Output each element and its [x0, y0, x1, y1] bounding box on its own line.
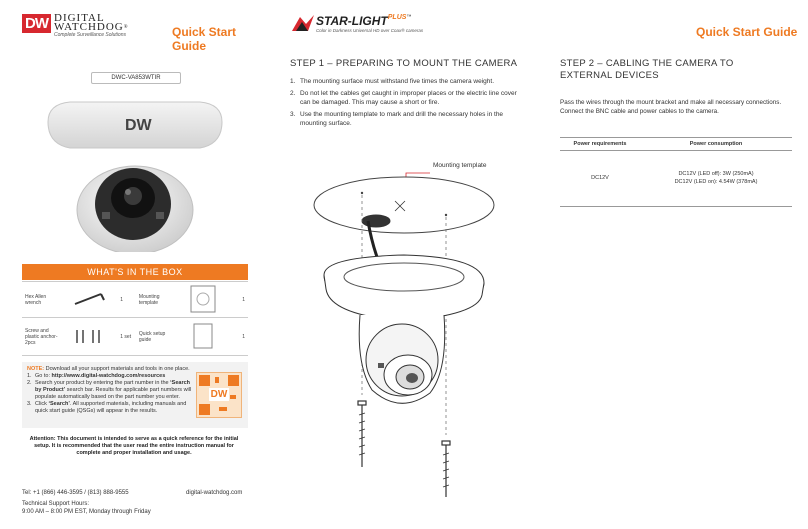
brand-name: STAR-LIGHT	[316, 14, 388, 28]
note-step-text: . All supported materials, including manuals and quick start guide (QSGs) will appear in the results.	[35, 401, 187, 414]
box-item-name: Quick setup guide	[136, 318, 175, 356]
brand-tm: ™	[406, 14, 412, 20]
mounting-template-image	[175, 282, 230, 318]
box-item-name: Hex Allen wrench	[22, 282, 61, 318]
note-step-text: Go to:	[35, 373, 52, 379]
note-step	[27, 380, 197, 401]
brand-plus: PLUS	[387, 14, 407, 21]
list-item-num: 3.	[290, 111, 296, 118]
left-panel	[0, 0, 270, 529]
whats-in-box-heading: WHAT'S IN THE BOX	[22, 264, 248, 280]
note-step-bold: ‘Search’	[48, 401, 70, 407]
power-table	[560, 137, 792, 207]
list-item-text: The mounting surface must withstand five times the camera weight.	[300, 78, 495, 85]
website-link[interactable]: digital-watchdog.com	[186, 490, 243, 496]
note-step-num: 2.	[27, 380, 32, 386]
list-item	[290, 89, 522, 107]
right-panel	[540, 0, 808, 529]
box-item-name: Mounting template	[136, 282, 175, 318]
allen-wrench-image	[61, 282, 118, 318]
dw-logo	[22, 14, 129, 38]
box-item-qty: 1	[230, 282, 248, 318]
note-step	[27, 373, 197, 380]
qr-logo: DW	[210, 389, 228, 400]
note-intro: Download all your support materials and tools in one place.	[45, 366, 190, 372]
note-step-text: Click	[35, 401, 49, 407]
screws-image	[61, 318, 118, 356]
list-item	[290, 110, 522, 128]
note-step-num: 1.	[27, 373, 32, 379]
mounting-illustration	[280, 165, 535, 515]
box-item-qty: 1	[230, 318, 248, 356]
camera-illustration	[40, 92, 230, 252]
model-label: DWC-VA853WTIR	[91, 72, 181, 84]
attention-note: Attention: This document is intended to serve as a quick reference for the initial setup. It is recommended that the user read the entire instruction manual for complete and proper installation and usage.	[29, 436, 239, 456]
logo-reg: ®	[123, 25, 129, 30]
box-item-qty: 1	[117, 282, 136, 318]
power-requirement: DC12V	[560, 151, 640, 207]
starlight-logo	[292, 14, 423, 33]
box-item-name: Screw and plastic anchor-2pcs	[22, 318, 61, 356]
power-consumption-cell	[640, 151, 792, 207]
middle-panel	[270, 0, 540, 529]
step2-title-line1: STEP 2 – CABLING THE CAMERA TO	[560, 58, 734, 69]
logo-name-line1: DIGITAL	[54, 12, 105, 24]
note-step	[27, 401, 197, 415]
note-step-num: 3.	[27, 401, 32, 407]
note-text	[27, 366, 197, 415]
qr-code[interactable]	[196, 372, 242, 418]
power-consumption-led-on: DC12V (LED on): 4.54W (378mA)	[674, 178, 758, 185]
phone-number: Tel: +1 (866) 446-3595 / (813) 888-9555	[22, 490, 129, 496]
table-row	[22, 282, 248, 318]
logo-name-line2: WATCHDOG	[54, 21, 124, 33]
note-step-text: Search your product by entering the part number in the	[35, 380, 171, 386]
step1-list	[290, 77, 522, 131]
note-label: NOTE:	[27, 366, 45, 372]
list-item-num: 1.	[290, 78, 296, 85]
step2-title-line2: EXTERNAL DEVICES	[560, 70, 659, 81]
step1-title: STEP 1 – PREPARING TO MOUNT THE CAMERA	[290, 58, 518, 69]
list-item	[290, 77, 522, 86]
list-item-num: 2.	[290, 90, 296, 97]
camera-logo: DW	[125, 117, 152, 134]
mounting-template-callout: Mounting template	[433, 162, 487, 169]
note-step-bold: ‘Search by Product’	[35, 380, 191, 393]
list-item-text: Do not let the cables get caught in improper places or the electric line cover can be damaged. This may cause a short or fire.	[300, 90, 517, 106]
starlight-mark-icon	[292, 15, 314, 33]
note-step-text: search bar. Results for applicable part numbers will populate automatically based on the part number you enter.	[35, 387, 192, 400]
column-header: Power requirements	[560, 138, 640, 151]
step2-text: Pass the wires through the mount bracket and make all necessary connections. Connect the BNC cable and power cables to the camera.	[560, 99, 782, 115]
header-title: Quick Start Guide	[172, 25, 237, 53]
brand-tagline: Color in Darkness Universal HD over Coax® cameras	[316, 28, 424, 33]
box-item-qty: 1 set	[117, 318, 136, 356]
list-item-text: Use the mounting template to mark and drill the necessary holes in the mounting surface.	[300, 111, 504, 127]
support-hours: 9:00 AM – 8:00 PM EST, Monday through Friday	[22, 509, 151, 515]
logo-mark: DW	[22, 14, 51, 33]
table-row	[22, 318, 248, 356]
resources-link[interactable]: http://www.digital-watchdog.com/resources	[51, 373, 166, 379]
table-header-row	[560, 138, 792, 151]
power-consumption-led-off: DC12V (LED off): 3W (250mA)	[678, 171, 754, 177]
whats-in-box-table	[22, 281, 248, 356]
support-hours-label: Technical Support Hours:	[22, 501, 90, 507]
table-row	[560, 151, 792, 207]
logo-tagline: Complete Surveillance Solutions	[54, 32, 126, 38]
header-title: Quick Start Guide	[696, 25, 798, 39]
quick-guide-image	[175, 318, 230, 356]
column-header: Power consumption	[640, 138, 792, 151]
